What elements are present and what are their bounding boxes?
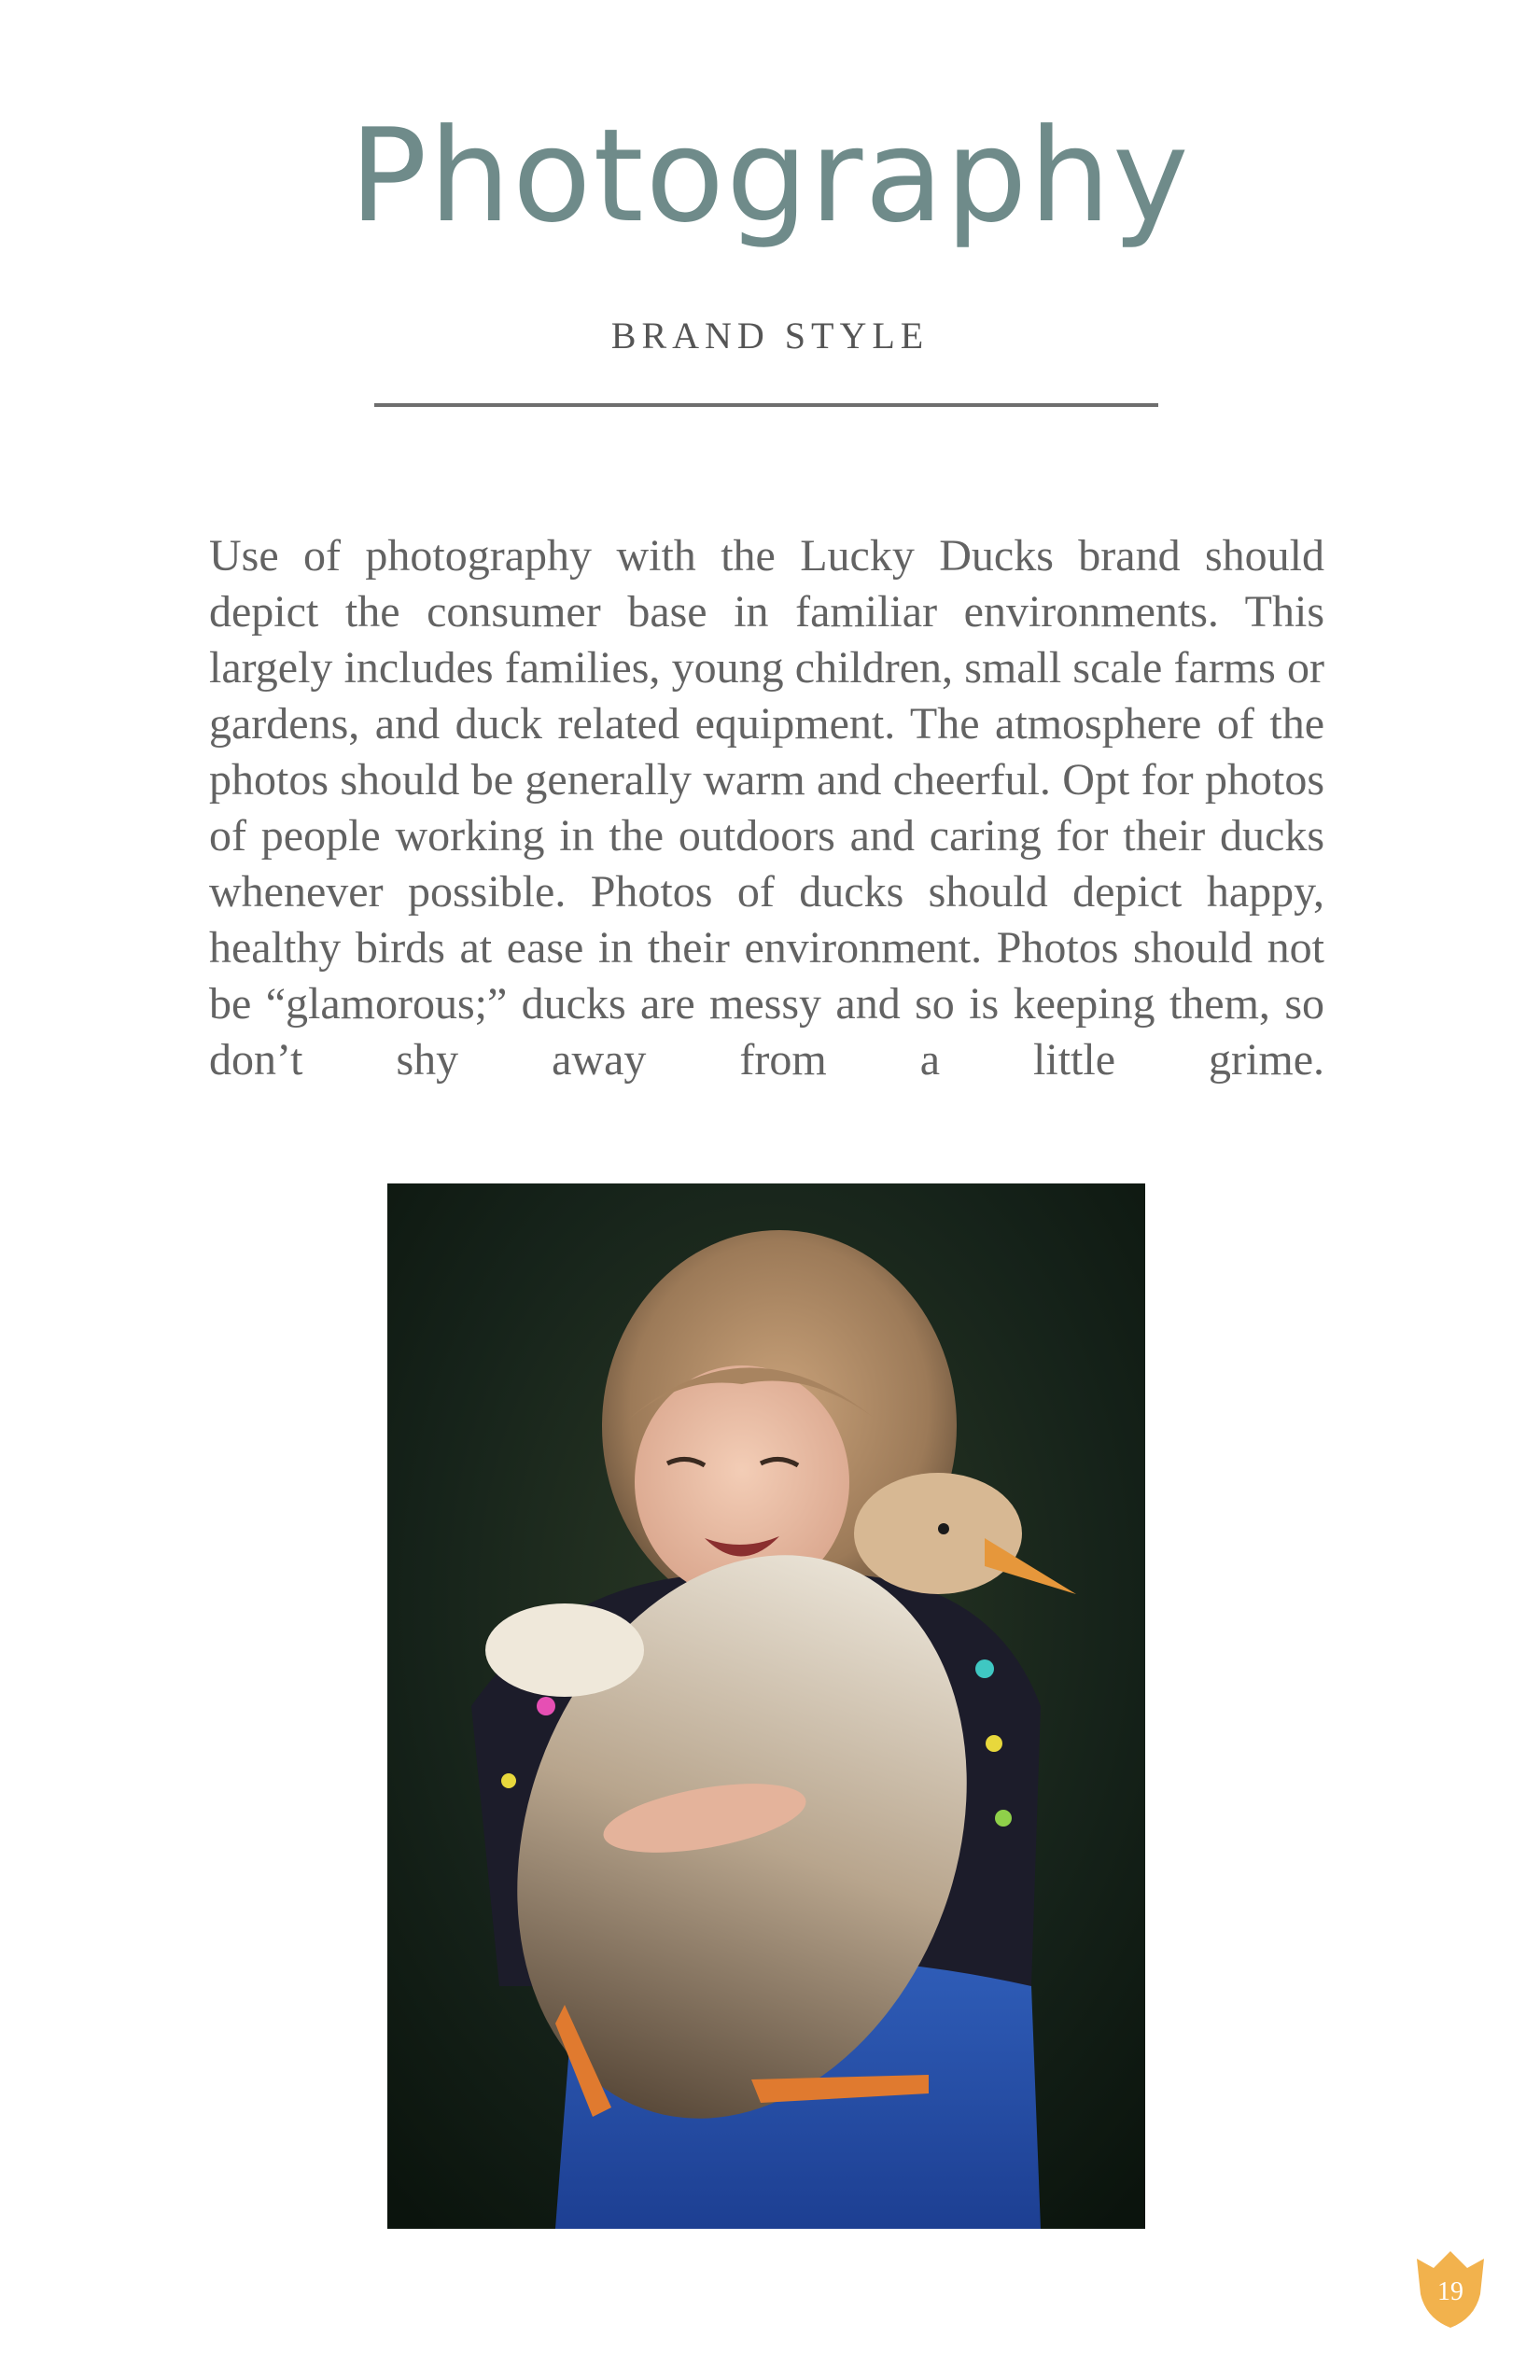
page-number: 19 [1437,2277,1463,2306]
page-subtitle: BRAND STYLE [610,315,930,357]
page-title: Photography [349,101,1191,251]
title-divider [374,403,1158,407]
body-paragraph: Use of photography with the Lucky Ducks brand should depict the consumer base in familiar environments. This largely includes families, young children, small scale farms or gardens, and duck related equipment. The atmosphere of the photos should be generally warm and cheerful. Opt for photos of people working in the outdoors and caring for their ducks whenever possible. Photos of ducks should depict happy, healthy birds at ease in their environment. Photos should not be “glamorous;” ducks are messy and so is keeping them, so don’t shy away from a little grime. [209,531,1324,1085]
child-hugging-duck-photo [387,1183,1145,2229]
